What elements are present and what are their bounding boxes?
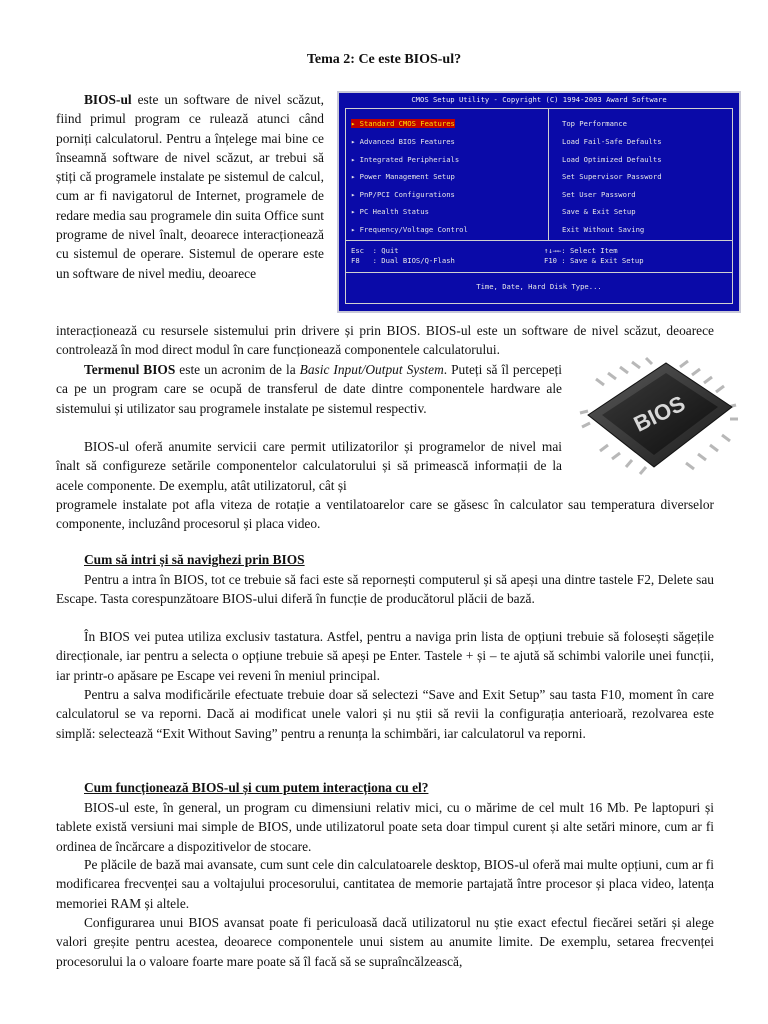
bios-header: CMOS Setup Utility - Copyright (C) 1994-2003 Award Software	[411, 95, 667, 104]
chip-label: BIOS	[629, 390, 689, 437]
bios-menu-item-save-exit[interactable]: Save & Exit Setup	[562, 207, 636, 216]
bios-menu-item-optimized[interactable]: Load Optimized Defaults	[562, 155, 662, 164]
section1-paragraph-1: Pentru a intra în BIOS, tot ce trebuie să faci este să repornești computerul și să apeși una dintre tastele F2, Delete sau Escape. Tasta corespunzătoare BIOS-ului diferă în funcție de producătorul plăcii de bază.	[56, 572, 714, 607]
intro-paragraph	[56, 90, 324, 283]
bios-menu-item-frequency-voltage[interactable]: ▸ Frequency/Voltage Control	[351, 225, 468, 234]
bios-footer: Time, Date, Hard Disk Type...	[476, 282, 602, 291]
bios-menu-item-user-password[interactable]: Set User Password	[562, 190, 636, 199]
bios-menu-item-exit-without-saving[interactable]: Exit Without Saving	[562, 225, 645, 234]
bios-menu-item-top-performance[interactable]: Top Performance	[562, 119, 627, 128]
bios-menu-item-fail-safe[interactable]: Load Fail-Safe Defaults	[562, 137, 662, 146]
bios-chip-image	[568, 355, 740, 479]
servicii-continuation: programele instalate pot afla viteza de rotație a ventilatoarelor care se găsesc în calculator sau temperatura diverselor componente, incluzând procesorul și placa video.	[56, 497, 714, 532]
bios-key-esc: Esc : Quit	[351, 246, 399, 255]
bios-menu-item-power-management[interactable]: ▸ Power Management Setup	[351, 172, 455, 181]
section1-paragraph-2: În BIOS vei putea utiliza exclusiv tastatura. Astfel, pentru a naviga prin lista de opțiuni trebuie să folosești săgețile direcționale, iar pentru a selecta o opțiune trebuie să apeși pe Enter. Tastele + și – te ajută să schimbi valorile unei funcții, iar printr-o apăsare pe Escape vei reveni în meniul principal.	[56, 629, 714, 683]
termen-paragraph: Termenul BIOS este un acronim de la Basic Input/Output System. Puteți să îl percepeți ca pe un program care se ocupă de transferul de date dintre componentele hardware ale sistemului și utilizator sau programele instalate pe sistemul respectiv.	[56, 362, 562, 416]
bios-menu-item-advanced-bios[interactable]: ▸ Advanced BIOS Features	[351, 137, 455, 146]
section1-paragraph-3: Pentru a salva modificările efectuate trebuie doar să selectezi “Save and Exit Setup” sau tasta F10, moment în care calculatorul se va reporni. Dacă ai modificat unele valori și nu știi să revii la configurația anterioară, rezolvarea este simplă: selectează “Exit Without Saving” pentru a renunța la schimbări, iar calculatorul va reporni.	[56, 687, 714, 741]
section2-paragraph-1: BIOS-ul este, în general, un program cu dimensiuni relativ mici, cu o mărime de cel mult 16 Mb. Pe laptopuri și tablete există versiuni mai simple de BIOS, unde utilizatorul poate seta doar timpul curent și alte setări minore, cum ar fi ordinea de încărcare a dispozitivelor de stocare.	[56, 800, 714, 854]
servicii-paragraph: BIOS-ul oferă anumite servicii care permit utilizatorilor și programelor de nivel mai înalt să configureze setările componentelor calculatorului și să primească informații de la acele componente. De exemplu, atât utilizatorul, cât și	[56, 439, 562, 493]
bios-key-f10: F10 : Save & Exit Setup	[544, 256, 644, 265]
intro-continuation: interacționează cu resursele sistemului prin drivere și prin BIOS. BIOS-ul este un software de nivel scăzut, deoarece controlează în mod direct modul în care funcționează componentele calculatorului.	[56, 323, 714, 358]
intro-bold-term: BIOS-ul	[84, 92, 132, 107]
intro-text: este un software de nivel scăzut, fiind primul program ce rulează atunci când porniți calculatorul. Pentru a înțelege mai bine ce înseamnă software de nivel scăzut, ar trebui să știți că programele instalate pe sistemul de calcul, cum ar fi navigatorul de Internet, programele de redare media sau programele din suita Office sunt programe de nivel înalt, deoarece interacționează cu sistemul de operare. Sistemul de operare este un software de nivel mediu, deoarece	[56, 92, 324, 281]
bios-menu-item-pc-health[interactable]: ▸ PC Health Status	[351, 207, 429, 216]
bios-key-arrows: ↑↓→←: Select Item	[544, 246, 618, 255]
section2-paragraph-3: Configurarea unui BIOS avansat poate fi periculoasă dacă utilizatorul nu știe exact efectul fiecărei setări și alege valori greșite pentru acestea, deoarece componentele unui sistem au anumite limite. De exemplu, setarea frecvenței procesorului la o valoare foarte mare poate să îl facă să se supraîncălzească,	[56, 915, 714, 969]
bios-menu-item-pnp-pci[interactable]: ▸ PnP/PCI Configurations	[351, 190, 455, 199]
section-heading-how-it-works: Cum funcționează BIOS-ul și cum putem interacționa cu el?	[84, 780, 429, 795]
section2-paragraph-2: Pe plăcile de bază mai avansate, cum sunt cele din calculatoarele desktop, BIOS-ul oferă mai multe opțiuni, cum ar fi modificarea frecvenței sau a voltajului procesorului, cantitatea de memorie partajată între procesor și placa video, latența memoriei RAM și altele.	[56, 857, 714, 911]
bios-menu-item-integrated-peripherals[interactable]: ▸ Integrated Peripherials	[351, 155, 460, 164]
termen-bold: Termenul BIOS	[84, 362, 176, 377]
bios-menu-item-supervisor-password[interactable]: Set Supervisor Password	[562, 172, 662, 181]
bios-menu-frame	[345, 108, 733, 304]
termen-italic: Basic Input/Output System	[299, 362, 444, 377]
bios-menu-item-standard-cmos[interactable]: ▸ Standard CMOS Features	[351, 119, 455, 128]
section-heading-navigate: Cum să intri și să navighezi prin BIOS	[84, 552, 305, 567]
bios-key-f8: F8 : Dual BIOS/Q-Flash	[351, 256, 455, 265]
page-title: Tema 2: Ce este BIOS-ul?	[306, 52, 462, 67]
bios-setup-screenshot	[337, 91, 741, 313]
